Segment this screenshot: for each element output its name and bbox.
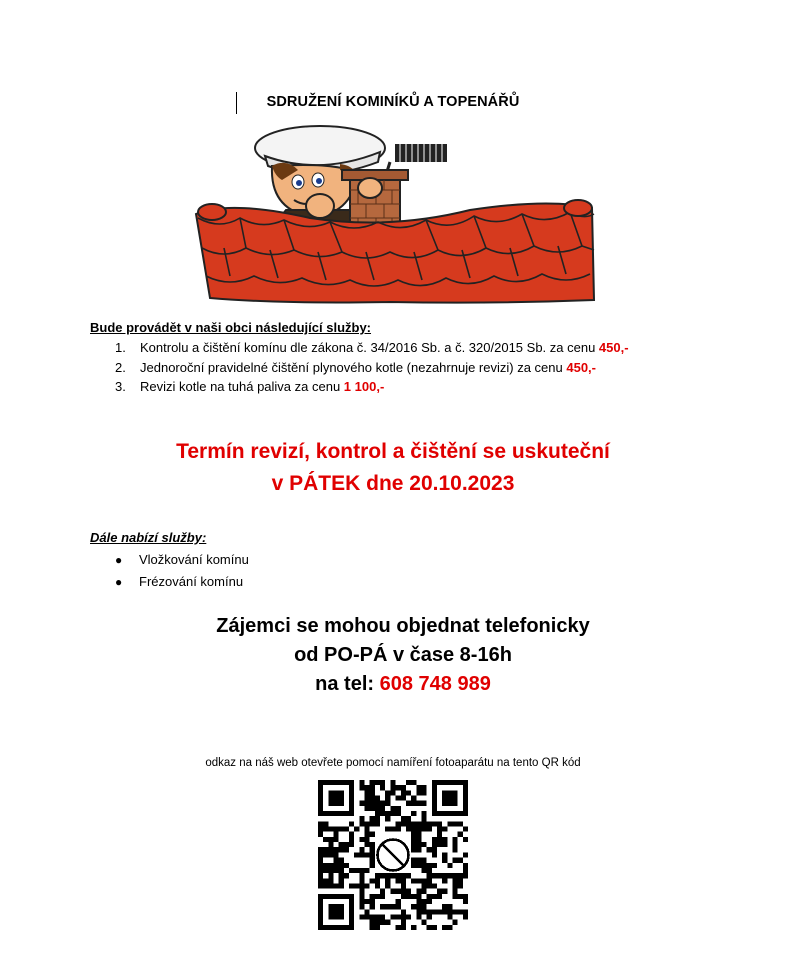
list-number: 1. (115, 340, 126, 355)
list-item (115, 571, 249, 593)
service-text: Revizi kotle na tuhá paliva za cenu (140, 379, 344, 394)
bullet-icon: ● (115, 575, 123, 589)
phone-number[interactable]: 608 748 989 (379, 673, 491, 695)
termin-line-1: Termín revizí, kontrol a čištění se uskuteční (176, 440, 610, 463)
list-number: 2. (115, 359, 126, 375)
contact-line-1: Zájemci se mohou objednat telefonicky (216, 615, 590, 637)
list-item (115, 338, 629, 358)
price: 450,- (566, 359, 596, 375)
appointment-date-notice (0, 436, 786, 500)
bullet-icon: ● (115, 553, 123, 567)
qr-caption: odkaz na náš web otevřete pomocí namíření fotoaparátu na tento QR kód (205, 757, 581, 769)
service-text: Jednoroční pravidelné čištění plynového kotle (nezahrnuje revizi) za cenu (140, 359, 567, 375)
contact-line-2: od PO-PÁ v čase 8-16h (294, 644, 512, 666)
service-text: Vložkování komínu (139, 552, 249, 567)
list-item (115, 358, 629, 378)
service-text: Kontrolu a čištění komínu dle zákona č. 34/2016 Sb. a č. 320/2015 Sb. za cenu (140, 340, 599, 355)
phone-prefix: na tel: (315, 673, 380, 695)
contact-block (0, 612, 786, 699)
qr-code[interactable] (318, 780, 468, 930)
termin-line-2: v PÁTEK dne 20.10.2023 (271, 472, 515, 495)
contact-line-3 (0, 670, 786, 699)
page-title: SDRUŽENÍ KOMINÍKŮ A TOPENÁŘŮ (266, 94, 520, 110)
price: 1 100,- (343, 379, 385, 394)
price: 450,- (598, 340, 629, 355)
services-heading: Bude provádět v naši obci následující služby: (90, 320, 372, 335)
other-services-heading: Dále nabízí služby: (90, 530, 207, 545)
chimney-sweep-illustration (190, 118, 600, 308)
list-number: 3. (115, 379, 126, 394)
other-services-list (115, 549, 249, 593)
service-text: Frézování komínu (139, 574, 244, 589)
list-item (115, 549, 249, 571)
list-item (115, 377, 629, 397)
services-list (115, 338, 629, 397)
